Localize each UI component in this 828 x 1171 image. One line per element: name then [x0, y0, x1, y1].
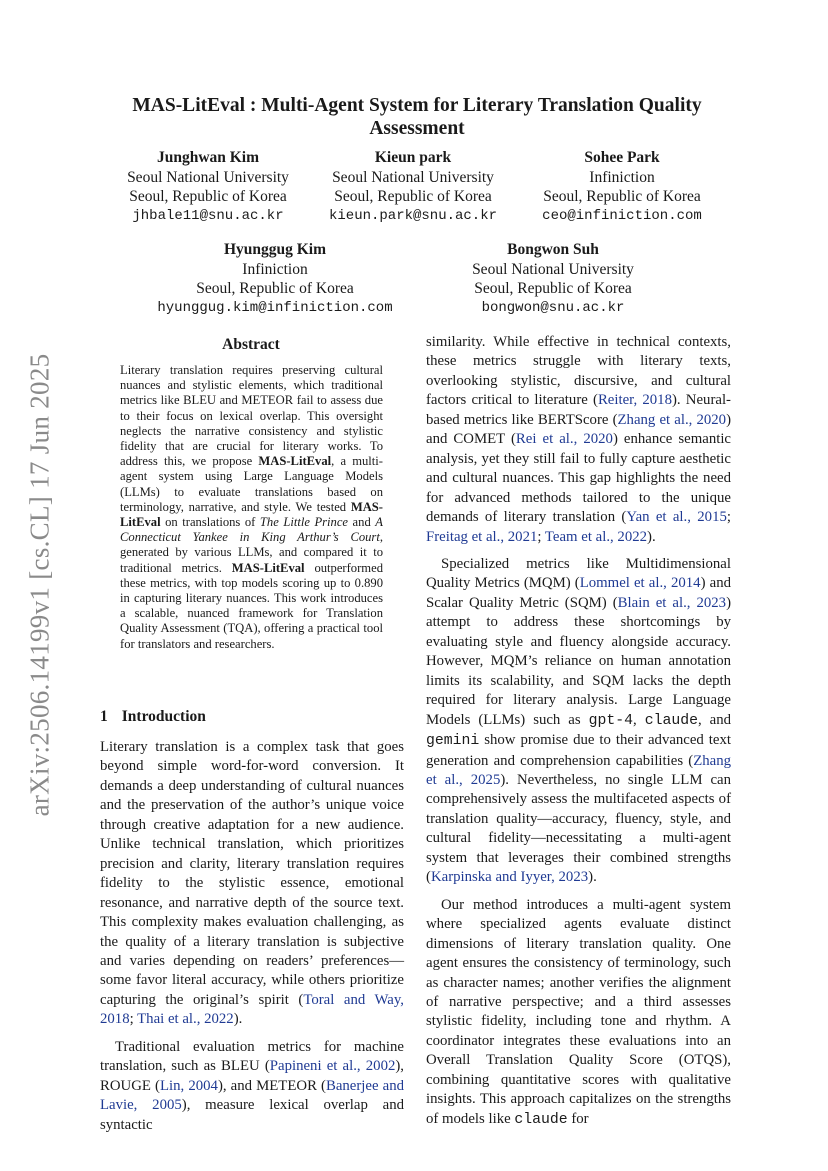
left-column-body — [100, 738, 404, 1143]
paper-title: MAS-LitEval : Multi-Agent System for Literary Translation Quality Assessment — [132, 95, 702, 139]
author-affiliation: Seoul National University — [472, 260, 634, 278]
model-name-code: claude — [644, 712, 698, 729]
abstract-heading: Abstract — [222, 336, 280, 353]
section-title: Introduction — [121, 708, 206, 725]
citation-link[interactable]: Zhang et al., 2020 — [617, 411, 727, 428]
author-name: Hyunggug Kim — [223, 241, 327, 258]
author-block — [150, 240, 400, 318]
citation-link[interactable]: Papineni et al., 2002 — [269, 1058, 396, 1075]
citation-link[interactable]: Lin, 2004 — [160, 1077, 218, 1094]
author-location: Seoul, Republic of Korea — [334, 188, 492, 205]
model-name-code: gpt-4 — [588, 712, 633, 729]
author-affiliation: Seoul National University — [127, 168, 289, 186]
section-heading-introduction — [100, 708, 206, 726]
author-name: Bongwon Suh — [507, 241, 599, 258]
author-location: Seoul, Republic of Korea — [543, 188, 701, 205]
author-block — [110, 148, 306, 226]
citation-link[interactable]: Yan et al., 2015 — [626, 509, 727, 526]
author-email: kieun.park@snu.ac.kr — [328, 207, 498, 224]
author-block — [313, 148, 513, 226]
author-email: hyunggug.kim@infiniction.com — [157, 299, 393, 316]
author-location: Seoul, Republic of Korea — [129, 188, 287, 205]
citation-link[interactable]: Zhang et al., 2025 — [426, 752, 731, 788]
author-affiliation: Infiniction — [589, 168, 655, 186]
intro-paragraph-continued: similarity. While effective in technical contexts, these metrics struggle with literary texts, overlooking stylistic, discursive, and cultural factors critical to literature (Reiter, 2018). Neural-based metrics like BERTScore (Zhang et al., 2020) and COMET (Rei et al., 2020) enhance semantic analysis, yet they still fail to fully capture aesthetic and cultural nuances. This gap highlights the need for advanced methods tailored to the unique demands of literary translation (Yan et al., 2015; Freitag et al., 2021; Team et al., 2022). — [426, 334, 732, 545]
author-location: Seoul, Republic of Korea — [196, 280, 354, 297]
author-affiliation: Infiniction — [242, 260, 308, 278]
author-name: Sohee Park — [584, 149, 660, 166]
intro-paragraph: Specialized metrics like Multidimensional Quality Metrics (MQM) (Lommel et al., 2014) and Scalar Quality Metric (SQM) (Blain et al., 2023) attempt to address these shortcomings by evaluating style and fluency alongside accuracy. However, MQM’s reliance on human annotation limits its scalability, and SQM lacks the depth required for literary analysis. Large Language Models (LLMs) such as gpt-4, claude, and gemini show promise due to their advanced text generation and comprehension capabilities (Zhang et al., 2025). Nevertheless, no single LLM can comprehensively assess the multifaceted aspects of translation quality—accuracy, fluency, style, and cultural fidelity—necessitating a multi-agent system that leverages their combined strengths (Karpinska and Iyyer, 2023). — [426, 555, 732, 886]
author-email: bongwon@snu.ac.kr — [481, 299, 625, 316]
citation-link[interactable]: Karpinska and Iyyer, 2023 — [430, 869, 589, 886]
author-block — [520, 148, 724, 226]
model-name-code: gemini — [426, 733, 480, 750]
right-column-body — [426, 333, 731, 1138]
author-email: ceo@infiniction.com — [542, 207, 702, 224]
author-email: jhbale11@snu.ac.kr — [132, 207, 284, 224]
intro-paragraph: Literary translation is a complex task that goes beyond simple word-for-word conversion. It demands a deep understanding of cultural nuances and the preservation of the author’s unique voice through creative adaptation for a new audience. Unlike technical translation, which prioritizes precision and clarity, literary translation requires fidelity to the stylistic essence, emotional resonance, and narrative depth of the source text. This complexity makes evaluation challenging, as the quality of a literary translation is subjective and varies depending on readers’ preferences—some favor literal accuracy, while others prioritize capturing the original’s spirit (Toral and Way, 2018; Thai et al., 2022). — [100, 739, 404, 1028]
section-number: 1 — [100, 708, 108, 725]
author-name: Junghwan Kim — [156, 149, 260, 166]
citation-link[interactable]: Freitag et al., 2021 — [426, 528, 538, 545]
intro-paragraph: Our method introduces a multi-agent system where specialized agents evaluate distinct dimensions of literary translation quality. One agent ensures the consistency of terminology, such as character names; another verifies the alignment of narrative perspective; and a third assesses stylistic fidelity, including tone and rhythm. A coordinator integrates these evaluations into an Overall Translation Quality Score (OTQS), combining quantitative scores with qualitative insights. This approach capitalizes on the strengths of models like claude for — [426, 896, 731, 1128]
citation-link[interactable]: Toral and Way, 2018 — [100, 991, 404, 1028]
intro-paragraph: Traditional evaluation metrics for machine translation, such as BLEU (Papineni et al., 2002), ROUGE (Lin, 2004), and METEOR (Banerjee and Lavie, 2005), measure lexical overlap and syntactic — [100, 1038, 405, 1133]
abstract-body: Literary translation requires preserving cultural nuances and stylistic elements, which traditional metrics like BLEU and METEOR fail to assess due to their focus on lexical overlap. This oversight neglects the narrative consistency and stylistic fidelity that are crucial for literary works. To address this, we propose MAS-LitEval, a multi-agent system using Large Language Models (LLMs) to evaluate translations based on terminology, narrative, and style. We tested MAS-LitEval on translations of The Little Prince and A Connecticut Yankee in King Arthur’s Court, generated by various LLMs, and compared it to traditional metrics. MAS-LitEval outperformed these metrics, with top models scoring up to 0.890 in capturing literary nuances. This work introduces a scalable, nuanced framework for Translation Quality Assessment (TQA), offering a practical tool for translators and researchers. — [120, 363, 383, 651]
citation-link[interactable]: Reiter, 2018 — [597, 392, 672, 409]
citation-link[interactable]: Rei et al., 2020 — [515, 431, 613, 448]
model-name-code: claude — [514, 1111, 568, 1128]
citation-link[interactable]: Team et al., 2022 — [544, 528, 648, 545]
author-location: Seoul, Republic of Korea — [474, 280, 632, 297]
citation-link[interactable]: Thai et al., 2022 — [137, 1011, 234, 1028]
arxiv-identifier-stamp: arXiv:2506.14199v1 [cs.CL] 17 Jun 2025 — [24, 353, 55, 817]
citation-link[interactable]: Banerjee and Lavie, 2005 — [100, 1077, 405, 1114]
citation-link[interactable]: Lommel et al., 2014 — [579, 575, 701, 592]
citation-link[interactable]: Blain et al., 2023 — [617, 594, 727, 611]
author-block — [448, 240, 658, 318]
author-affiliation: Seoul National University — [332, 168, 494, 186]
author-name: Kieun park — [374, 149, 452, 166]
